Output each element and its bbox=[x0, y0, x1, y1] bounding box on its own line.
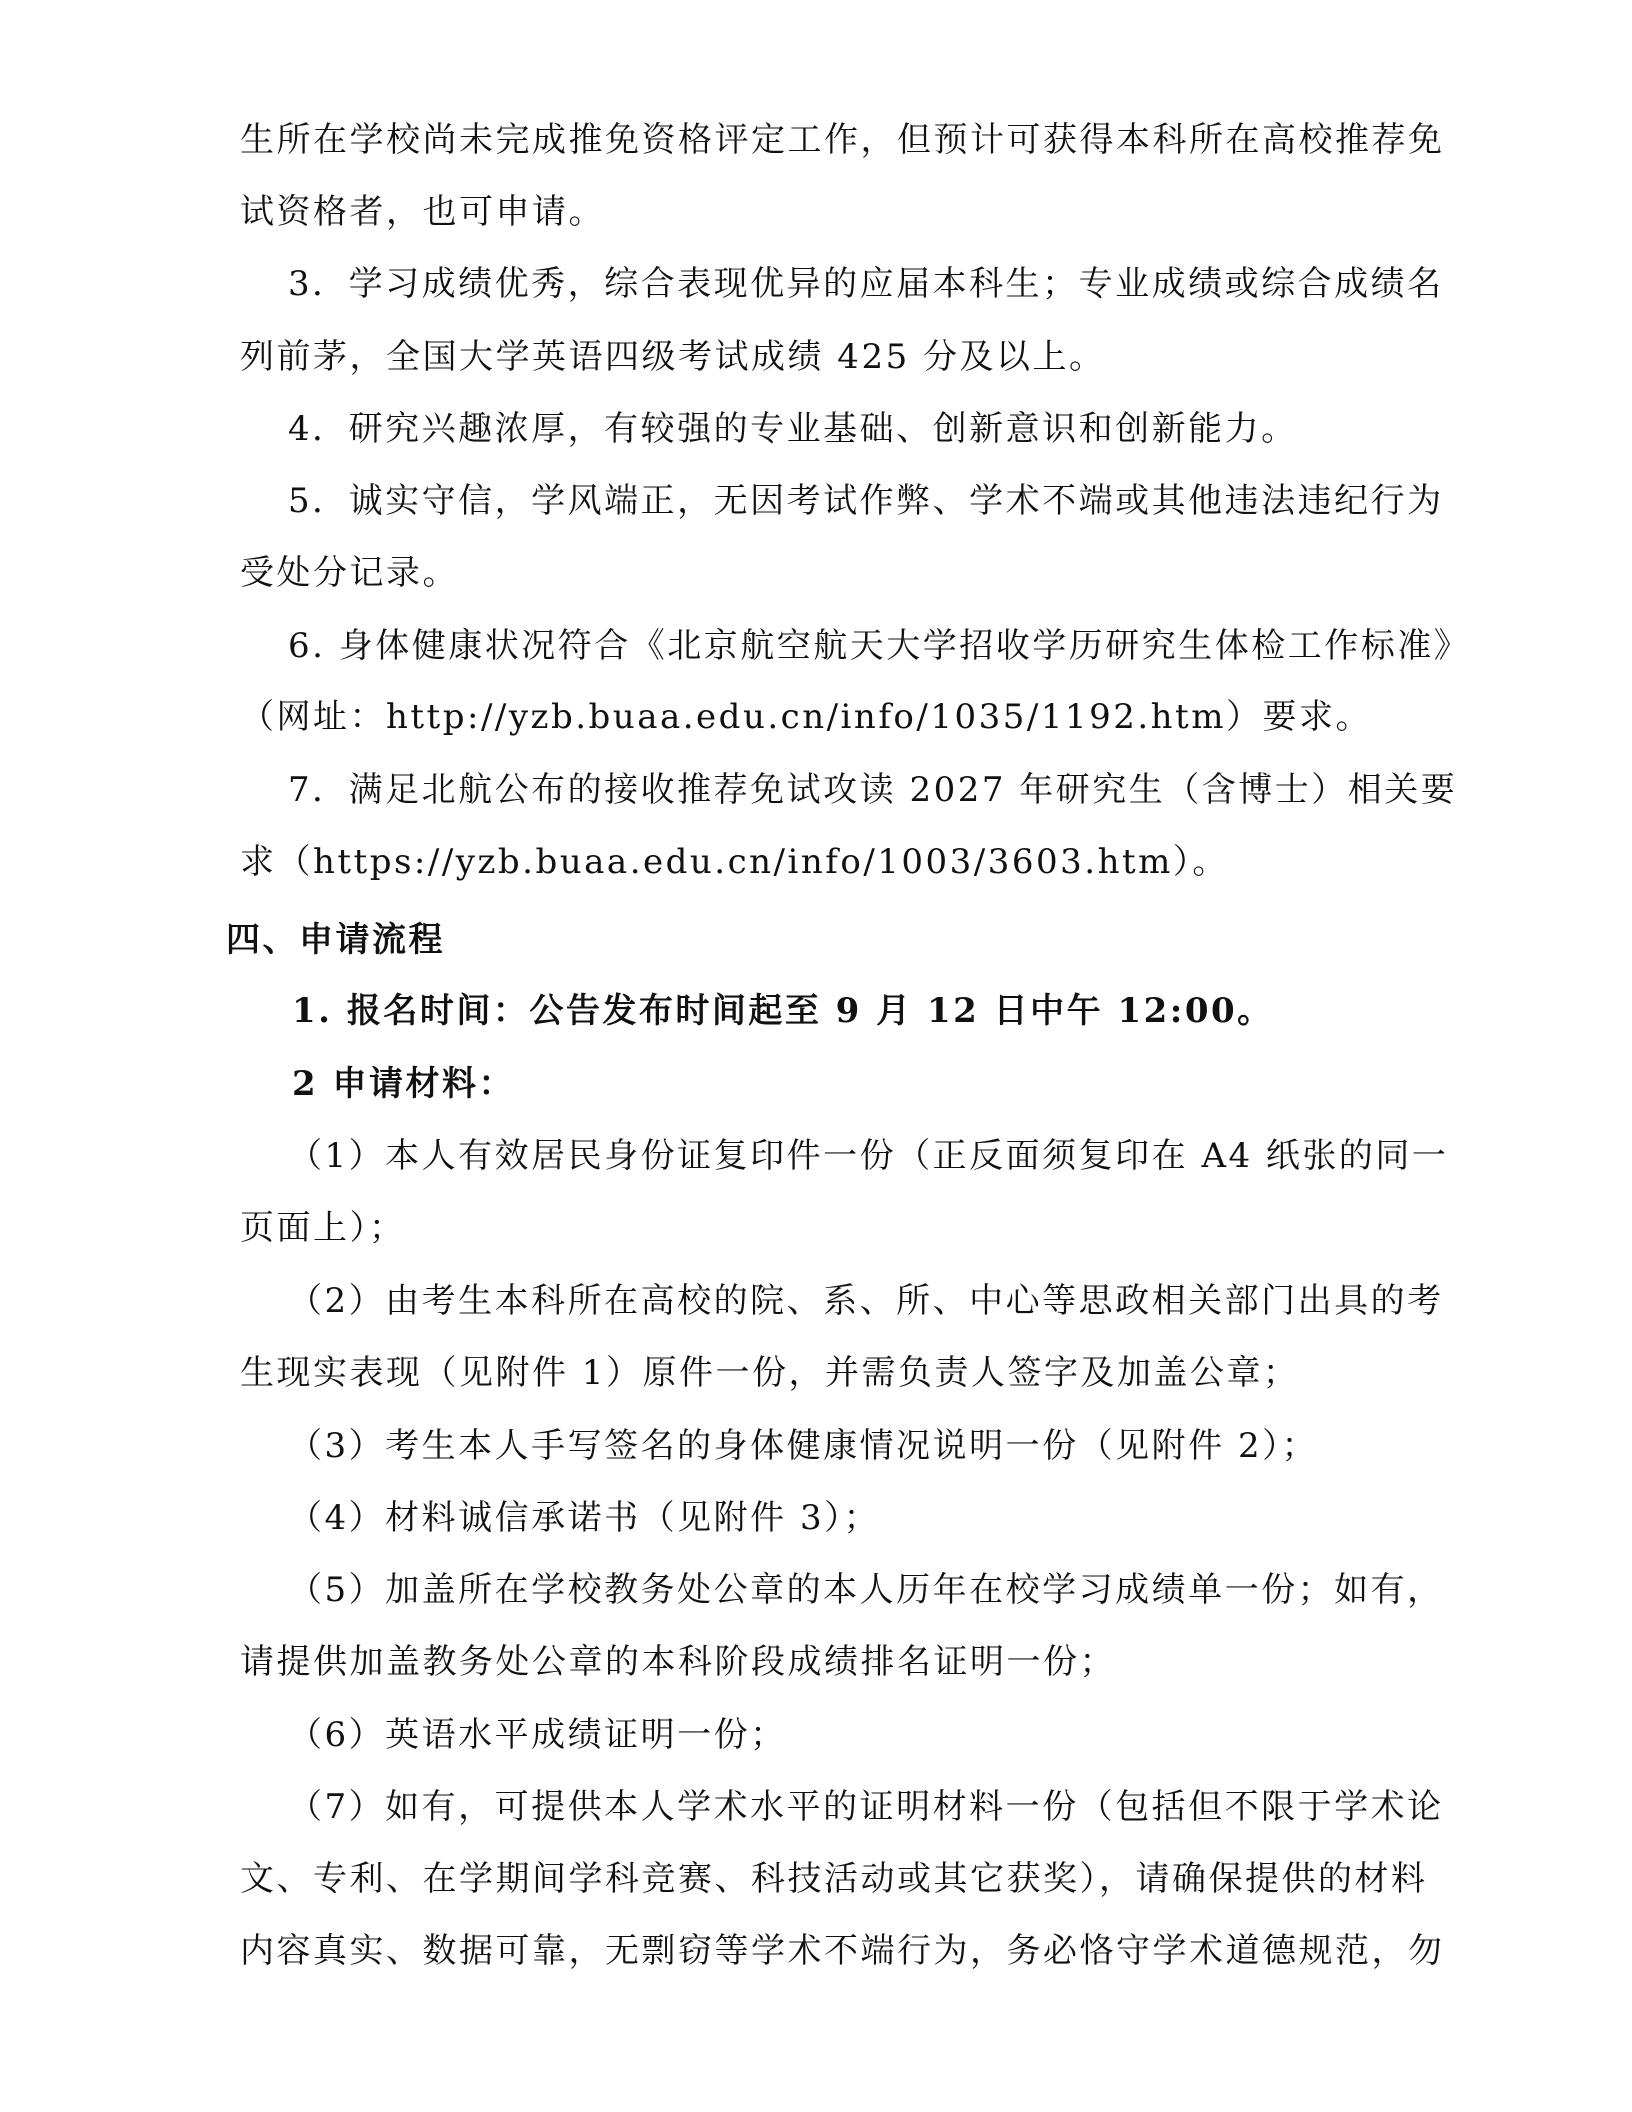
material-item-3: （3）考生本人手写签名的身体健康情况说明一份（见附件 2）； bbox=[288, 1426, 1319, 1466]
requirement-5-line: 5．诚实守信，学风端正，无因考试作弊、学术不端或其他违法违纪行为 bbox=[288, 481, 1444, 521]
paragraph-line: 请提供加盖教务处公章的本科阶段成绩排名证明一份； bbox=[240, 1642, 1116, 1682]
materials-heading: 2 申请材料： bbox=[292, 1064, 515, 1104]
paragraph-line: 生现实表现（见附件 1）原件一份，并需负责人签字及加盖公章； bbox=[240, 1353, 1300, 1393]
paragraph-line: 列前茅，全国大学英语四级考试成绩 425 分及以上。 bbox=[240, 337, 1106, 377]
material-item-5: （5）加盖所在学校教务处公章的本人历年在校学习成绩单一份；如有， bbox=[288, 1570, 1444, 1610]
paragraph-line: 受处分记录。 bbox=[240, 553, 459, 593]
paragraph-line: （网址：http://yzb.buaa.edu.cn/info/1035/1192.htm）要求。 bbox=[240, 697, 1372, 737]
paragraph-line: 求（https://yzb.buaa.edu.cn/info/1003/3603.htm）。 bbox=[240, 842, 1229, 882]
material-item-6: （6）英语水平成绩证明一份； bbox=[288, 1715, 787, 1755]
paragraph-line: 试资格者，也可申请。 bbox=[240, 192, 605, 232]
requirement-7-line: 7．满足北航公布的接收推荐免试攻读 2027 年研究生（含博士）相关要 bbox=[288, 770, 1458, 810]
material-item-4: （4）材料诚信承诺书（见附件 3）； bbox=[288, 1498, 881, 1538]
material-item-1: （1）本人有效居民身份证复印件一份（正反面须复印在 A4 纸张的同一 bbox=[288, 1136, 1449, 1176]
material-item-7: （7）如有，可提供本人学术水平的证明材料一份（包括但不限于学术论 bbox=[288, 1787, 1444, 1827]
section-heading: 四、申请流程 bbox=[226, 920, 445, 960]
paragraph-line: 文、专利、在学期间学科竞赛、科技活动或其它获奖），请确保提供的材料 bbox=[240, 1859, 1428, 1899]
material-item-2: （2）由考生本科所在高校的院、系、所、中心等思政相关部门出具的考 bbox=[288, 1281, 1444, 1321]
paragraph-line: 页面上）； bbox=[240, 1208, 406, 1248]
requirement-4-line: 4．研究兴趣浓厚，有较强的专业基础、创新意识和创新能力。 bbox=[288, 409, 1298, 449]
registration-time-line: 1. 报名时间：公告发布时间起至 9 月 12 日中午 12:00。 bbox=[292, 991, 1274, 1031]
requirement-6-line: 6. 身体健康状况符合《北京航空航天大学招收学历研究生体检工作标准》 bbox=[288, 626, 1471, 666]
paragraph-line: 内容真实、数据可靠，无剽窃等学术不端行为，务必恪守学术道德规范，勿 bbox=[240, 1931, 1445, 1971]
paragraph-line: 生所在学校尚未完成推免资格评定工作，但预计可获得本科所在高校推荐免 bbox=[240, 120, 1445, 160]
requirement-3-line: 3．学习成绩优秀，综合表现优异的应届本科生；专业成绩或综合成绩名 bbox=[288, 264, 1444, 304]
